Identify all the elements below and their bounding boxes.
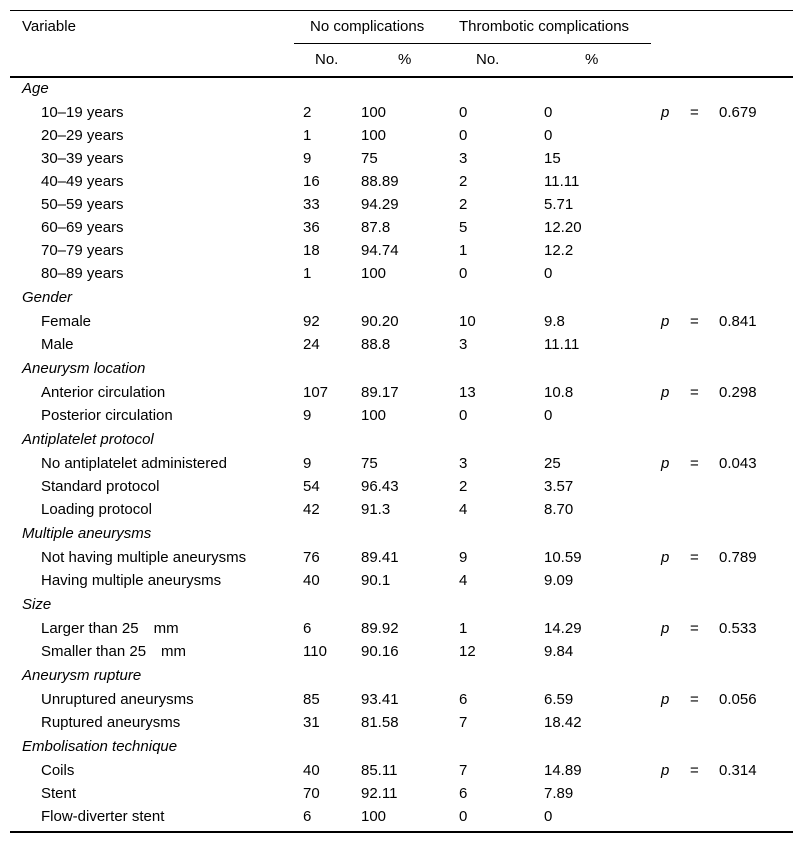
section-title: Size: [22, 596, 52, 613]
thrombotic-percent: 14.29: [544, 620, 582, 637]
row-label: Flow-diverter stent: [41, 808, 165, 825]
thrombotic-count: 0: [459, 808, 468, 825]
no-complications-count: 110: [303, 643, 327, 660]
section-title: Age: [22, 80, 49, 97]
subheader-no-2: No.: [476, 51, 500, 68]
no-complications-count: 18: [303, 242, 320, 259]
group-rule-thrombotic: [446, 43, 651, 44]
row-label: Coils: [41, 762, 75, 779]
no-complications-count: 42: [303, 501, 320, 518]
thrombotic-count: 0: [459, 265, 468, 282]
no-complications-percent: 93.41: [361, 691, 399, 708]
no-complications-count: 6: [303, 620, 312, 637]
thrombotic-count: 10: [459, 313, 476, 330]
group-rule-no-complications: [294, 43, 446, 44]
section-title: Aneurysm rupture: [22, 667, 142, 684]
thrombotic-count: 1: [459, 242, 468, 259]
no-complications-count: 16: [303, 173, 320, 190]
no-complications-percent: 90.20: [361, 313, 399, 330]
thrombotic-percent: 9.09: [544, 572, 574, 589]
thrombotic-count: 2: [459, 196, 468, 213]
row-label: Smaller than 25 mm: [41, 643, 187, 660]
thrombotic-count: 0: [459, 104, 468, 121]
thrombotic-count: 3: [459, 150, 468, 167]
thrombotic-count: 12: [459, 643, 476, 660]
no-complications-count: 24: [303, 336, 320, 353]
header-variable: Variable: [22, 18, 76, 35]
no-complications-percent: 96.43: [361, 478, 399, 495]
thrombotic-percent: 14.89: [544, 762, 582, 779]
p-value: 0.789: [719, 549, 757, 566]
equals-sign: =: [690, 104, 699, 121]
no-complications-count: 36: [303, 219, 320, 236]
thrombotic-percent: 9.8: [544, 313, 565, 330]
thrombotic-count: 7: [459, 714, 468, 731]
table-bottom-rule: [10, 831, 793, 833]
thrombotic-count: 6: [459, 785, 468, 802]
no-complications-percent: 88.8: [361, 336, 391, 353]
equals-sign: =: [690, 455, 699, 472]
row-label: Stent: [41, 785, 77, 802]
row-label: Anterior circulation: [41, 384, 166, 401]
p-value: 0.043: [719, 455, 757, 472]
no-complications-count: 40: [303, 762, 320, 779]
thrombotic-count: 9: [459, 549, 468, 566]
p-value: 0.298: [719, 384, 757, 401]
no-complications-percent: 100: [361, 407, 387, 424]
row-label: 50–59 years: [41, 196, 124, 213]
thrombotic-percent: 9.84: [544, 643, 574, 660]
p-symbol: p: [661, 620, 670, 637]
thrombotic-percent: 25: [544, 455, 561, 472]
section-title: Aneurysm location: [22, 360, 146, 377]
no-complications-count: 70: [303, 785, 320, 802]
header-thrombotic-complications: Thrombotic complications: [459, 18, 630, 35]
row-label: 30–39 years: [41, 150, 124, 167]
no-complications-count: 40: [303, 572, 320, 589]
p-symbol: p: [661, 104, 670, 121]
row-label: Ruptured aneurysms: [41, 714, 181, 731]
thrombotic-percent: 10.59: [544, 549, 582, 566]
thrombotic-count: 6: [459, 691, 468, 708]
p-symbol: p: [661, 384, 670, 401]
no-complications-count: 9: [303, 455, 312, 472]
thrombotic-percent: 7.89: [544, 785, 574, 802]
row-label: Unruptured aneurysms: [41, 691, 194, 708]
thrombotic-count: 2: [459, 173, 468, 190]
equals-sign: =: [690, 620, 699, 637]
section-title: Gender: [22, 289, 73, 306]
thrombotic-percent: 8.70: [544, 501, 574, 518]
p-value: 0.314: [719, 762, 757, 779]
thrombotic-percent: 0: [544, 104, 553, 121]
table-top-rule: [10, 10, 793, 11]
no-complications-count: 33: [303, 196, 320, 213]
no-complications-percent: 89.17: [361, 384, 399, 401]
thrombotic-percent: 6.59: [544, 691, 574, 708]
no-complications-count: 9: [303, 407, 312, 424]
thrombotic-count: 4: [459, 572, 468, 589]
equals-sign: =: [690, 313, 699, 330]
header-no-complications: No complications: [310, 18, 425, 35]
row-label: 20–29 years: [41, 127, 124, 144]
row-label: Not having multiple aneurysms: [41, 549, 247, 566]
no-complications-percent: 100: [361, 265, 387, 282]
thrombotic-count: 13: [459, 384, 476, 401]
no-complications-count: 85: [303, 691, 320, 708]
row-label: 60–69 years: [41, 219, 124, 236]
no-complications-count: 92: [303, 313, 320, 330]
no-complications-percent: 92.11: [361, 785, 398, 802]
p-symbol: p: [661, 549, 670, 566]
thrombotic-count: 4: [459, 501, 468, 518]
no-complications-count: 2: [303, 104, 312, 121]
no-complications-count: 1: [303, 265, 312, 282]
no-complications-percent: 89.92: [361, 620, 399, 637]
thrombotic-count: 2: [459, 478, 468, 495]
no-complications-count: 107: [303, 384, 329, 401]
thrombotic-percent: 0: [544, 407, 553, 424]
thrombotic-count: 1: [459, 620, 468, 637]
equals-sign: =: [690, 384, 699, 401]
thrombotic-count: 5: [459, 219, 468, 236]
equals-sign: =: [690, 762, 699, 779]
no-complications-percent: 100: [361, 127, 387, 144]
thrombotic-percent: 15: [544, 150, 561, 167]
p-value: 0.056: [719, 691, 757, 708]
row-label: 70–79 years: [41, 242, 124, 259]
p-symbol: p: [661, 455, 670, 472]
p-symbol: p: [661, 313, 670, 330]
thrombotic-percent: 10.8: [544, 384, 574, 401]
thrombotic-count: 0: [459, 407, 468, 424]
no-complications-percent: 88.89: [361, 173, 399, 190]
thrombotic-percent: 18.42: [544, 714, 582, 731]
no-complications-count: 6: [303, 808, 312, 825]
no-complications-percent: 94.74: [361, 242, 399, 259]
no-complications-count: 76: [303, 549, 320, 566]
row-label: Loading protocol: [41, 501, 152, 518]
section-title: Multiple aneurysms: [22, 525, 152, 542]
section-title: Embolisation technique: [22, 738, 178, 755]
thrombotic-count: 7: [459, 762, 468, 779]
no-complications-percent: 75: [361, 455, 378, 472]
section-title: Antiplatelet protocol: [22, 431, 154, 448]
thrombotic-percent: 11.11: [544, 336, 580, 353]
thrombotic-percent: 0: [544, 265, 553, 282]
row-label: 40–49 years: [41, 173, 124, 190]
subheader-pct-2: %: [585, 51, 599, 68]
p-value: 0.679: [719, 104, 757, 121]
equals-sign: =: [690, 549, 699, 566]
no-complications-count: 9: [303, 150, 312, 167]
no-complications-percent: 85.11: [361, 762, 398, 779]
row-label: Female: [41, 313, 92, 330]
subheader-no-1: No.: [315, 51, 339, 68]
thrombotic-percent: 12.2: [544, 242, 574, 259]
no-complications-count: 1: [303, 127, 312, 144]
row-label: 80–89 years: [41, 265, 124, 282]
row-label: 10–19 years: [41, 104, 124, 121]
no-complications-count: 31: [303, 714, 320, 731]
thrombotic-percent: 12.20: [544, 219, 582, 236]
table-header-rule: [10, 76, 793, 78]
thrombotic-count: 3: [459, 455, 468, 472]
no-complications-percent: 91.3: [361, 501, 391, 518]
thrombotic-percent: 11.11: [544, 173, 580, 190]
equals-sign: =: [690, 691, 699, 708]
no-complications-percent: 81.58: [361, 714, 399, 731]
subheader-pct-1: %: [398, 51, 412, 68]
no-complications-percent: 89.41: [361, 549, 399, 566]
no-complications-percent: 100: [361, 104, 387, 121]
no-complications-percent: 87.8: [361, 219, 391, 236]
no-complications-percent: 90.16: [361, 643, 399, 660]
no-complications-count: 54: [303, 478, 320, 495]
no-complications-percent: 90.1: [361, 572, 391, 589]
row-label: Male: [41, 336, 74, 353]
thrombotic-count: 3: [459, 336, 468, 353]
p-symbol: p: [661, 691, 670, 708]
no-complications-percent: 94.29: [361, 196, 399, 213]
no-complications-percent: 100: [361, 808, 387, 825]
row-label: Standard protocol: [41, 478, 160, 495]
row-label: Posterior circulation: [41, 407, 173, 424]
thrombotic-percent: 5.71: [544, 196, 574, 213]
p-value: 0.533: [719, 620, 757, 637]
row-label: Larger than 25 mm: [41, 620, 179, 637]
row-label: No antiplatelet administered: [41, 455, 227, 472]
p-symbol: p: [661, 762, 670, 779]
p-value: 0.841: [719, 313, 757, 330]
row-label: Having multiple aneurysms: [41, 572, 222, 589]
thrombotic-percent: 0: [544, 808, 553, 825]
no-complications-percent: 75: [361, 150, 378, 167]
thrombotic-count: 0: [459, 127, 468, 144]
thrombotic-percent: 3.57: [544, 478, 574, 495]
thrombotic-percent: 0: [544, 127, 553, 144]
